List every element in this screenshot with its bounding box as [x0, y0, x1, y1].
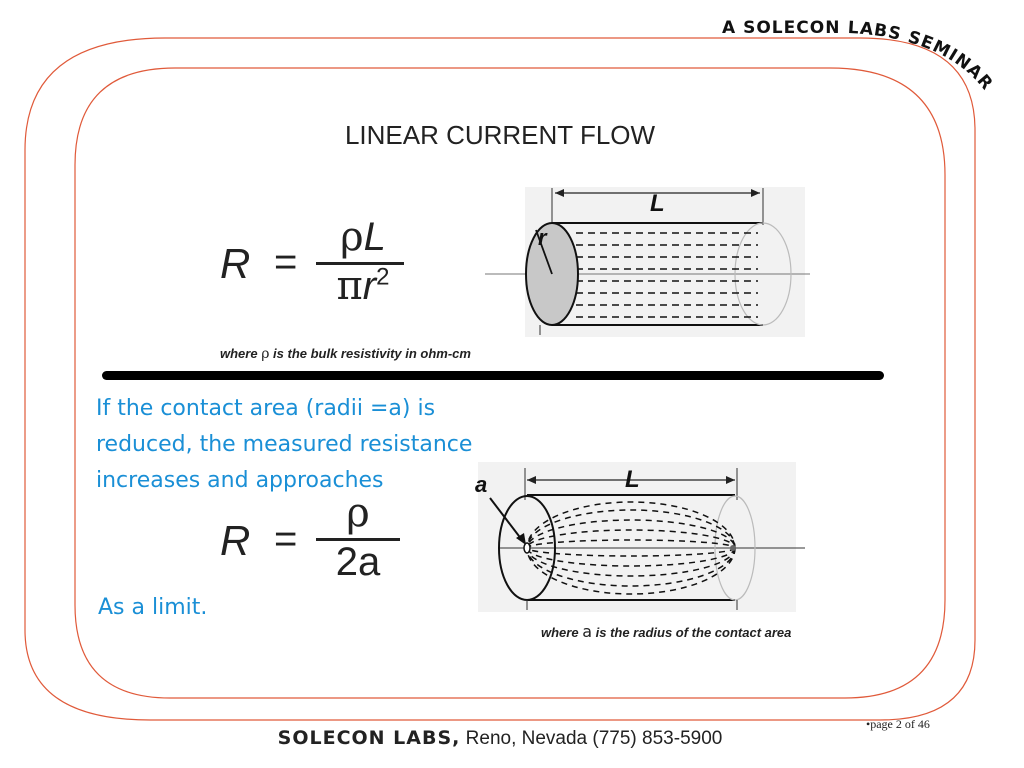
cylinder-diagram-linear [480, 185, 820, 340]
cylinder-diagram-contact [470, 460, 810, 615]
body-text [96, 391, 472, 499]
length-label: L [625, 466, 640, 493]
equation2-numerator: ρ [346, 490, 370, 536]
limit-text: As a limit. [98, 595, 208, 620]
footer-address: Reno, Nevada (775) 853-5900 [460, 728, 723, 749]
equation1-lhs: R [220, 240, 251, 287]
page-number: •page 2 of 46 [866, 717, 930, 731]
seminar-banner: A SOLECON LABS SEMINAR [722, 17, 997, 95]
body-line-2: reduced, the measured resistance [96, 432, 473, 457]
page-title: LINEAR CURRENT FLOW [344, 120, 656, 150]
caption-resistivity: where ρ is the bulk resistivity in ohm-cm [220, 346, 471, 362]
equation2-lhs: R [220, 517, 251, 564]
body-line-3: increases and approaches [96, 468, 384, 493]
radius-label: r [538, 225, 547, 250]
body-line-1: If the contact area (radii =a) is [96, 396, 436, 421]
caption-contact-area: where a is the radius of the contact area [541, 622, 792, 641]
equation2-denominator: 2a [335, 540, 381, 584]
section-divider [102, 371, 884, 380]
equation1-equals: = [274, 240, 298, 284]
equation2-equals: = [274, 517, 298, 561]
contact-label: a [475, 472, 488, 497]
footer-company: SOLECON LABS, [277, 727, 461, 749]
equation1-denominator: $\pi r^2$ [336, 263, 390, 309]
length-label: L [650, 190, 665, 217]
footer [0, 727, 1000, 750]
equation1-numerator: ρL [340, 214, 386, 260]
